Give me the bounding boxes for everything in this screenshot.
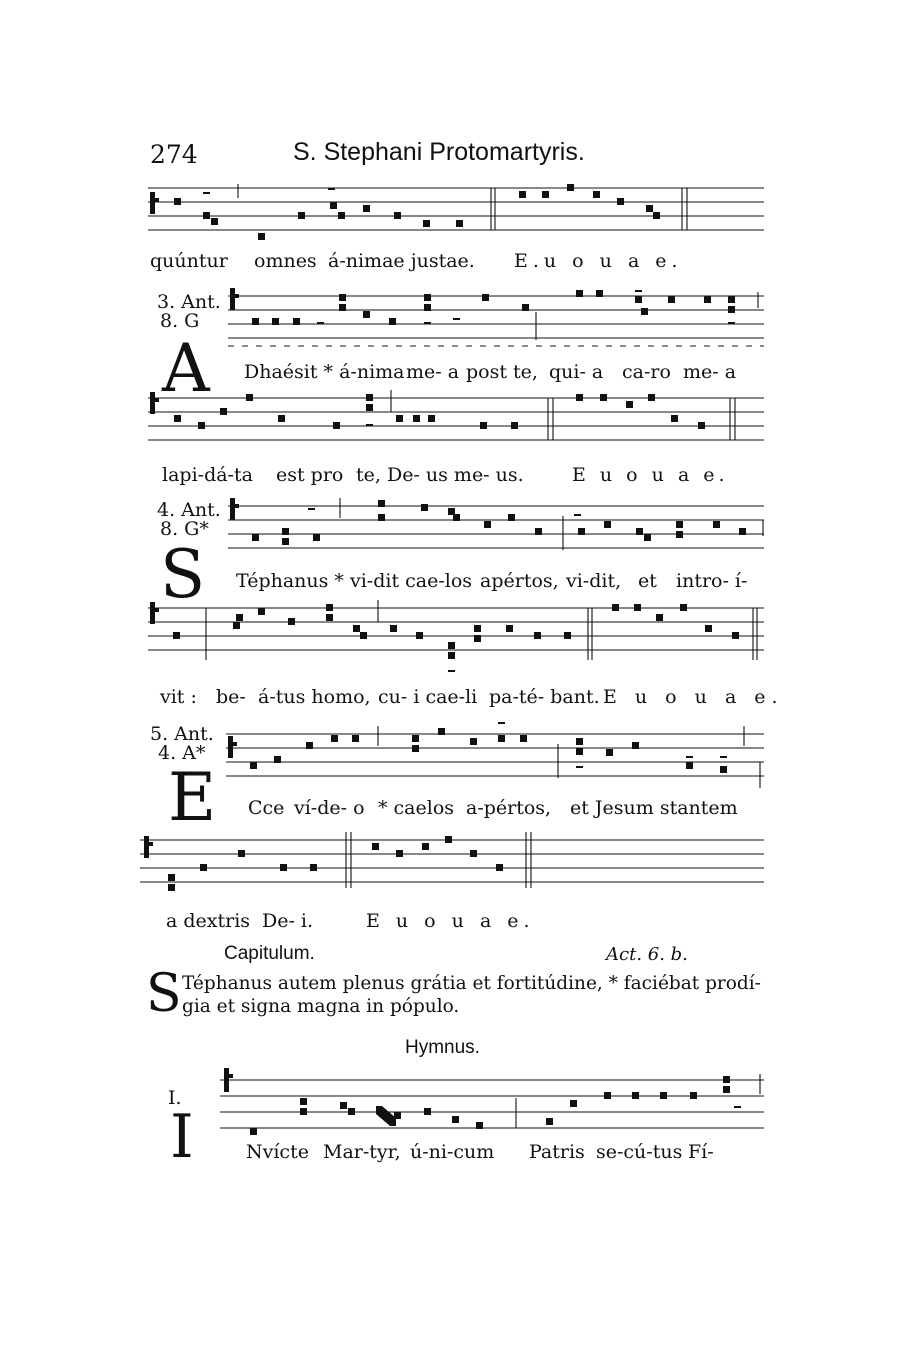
- antiphon-5-number: 5. Ant.: [150, 723, 214, 745]
- capitulum-line-2: gia et signa magna in pópulo.: [182, 996, 460, 1017]
- antiphon-4-initial: S: [160, 536, 206, 613]
- a3-l2-s2: est pro: [276, 464, 344, 486]
- a5-l1-s1: Cce: [248, 797, 285, 819]
- page-title: S. Stephani Protomartyris.: [293, 138, 585, 166]
- staff-8: [220, 1066, 764, 1146]
- antiphon-4-mode: 8. G*: [160, 518, 209, 540]
- a5-l1-s2: ví-de- o: [294, 797, 365, 819]
- hymn-s6: Fí-: [688, 1141, 714, 1163]
- a5-euouae: E u o u a e.: [366, 910, 535, 932]
- staff-3: [148, 388, 764, 452]
- antiphon-5-initial: E: [168, 759, 217, 836]
- antiphon-3-mode: 8. G: [160, 310, 200, 332]
- staff-6: [226, 722, 764, 788]
- hymn-s2: Mar-tyr,: [323, 1141, 401, 1163]
- a3-l1-s1: Dhaésit * á-nima: [244, 361, 405, 383]
- a4-l1-s4: et: [638, 570, 657, 592]
- a3-euouae: E u o u a e.: [572, 464, 729, 486]
- hymnus-heading: Hymnus.: [405, 1037, 480, 1058]
- staff-4: [228, 494, 764, 560]
- hymnus-initial: I: [170, 1102, 194, 1172]
- hymn-s3: ú-ni-cum: [410, 1141, 495, 1163]
- staff-5: [148, 598, 764, 682]
- a3-l1-s2: me- a: [406, 361, 460, 383]
- a4-l2-s1: vit :: [160, 686, 197, 708]
- page-header: [150, 138, 760, 178]
- antiphon-3-number: 3. Ant.: [157, 291, 221, 313]
- antiphon-5-mode: 4. A*: [158, 742, 206, 764]
- fragment-lyric-3: á-nimae justae.: [328, 250, 475, 272]
- capitulum-initial: S: [146, 964, 182, 1024]
- a3-l2-s1: lapi-dá-ta: [162, 464, 253, 486]
- a3-l1-s4: qui- a: [549, 361, 604, 383]
- a4-l1-s1: Téphanus * vi-dit cae-los: [236, 570, 473, 592]
- a4-euouae: E u o u a e.: [603, 686, 784, 708]
- capitulum-line-1: Téphanus autem plenus grátia et fortitúdine, * faciébat prodí-: [182, 973, 761, 994]
- a4-l2-s2: be-: [216, 686, 246, 708]
- a3-l1-s3: post te,: [466, 361, 538, 383]
- hymn-s5: se-cú-tus: [596, 1141, 683, 1163]
- page-number: 274: [150, 140, 198, 169]
- capitulum-heading: Capitulum.: [224, 943, 315, 964]
- staff-7: [140, 830, 764, 900]
- hymnus-number: I.: [168, 1087, 182, 1109]
- antiphon-3-initial: A: [162, 330, 210, 407]
- antiphon-4-number: 4. Ant.: [157, 499, 221, 521]
- a4-l1-s2: apértos,: [480, 570, 559, 592]
- a5-l1-s3: * caelos: [378, 797, 455, 819]
- hymn-s1: Nvícte: [246, 1141, 309, 1163]
- fragment-lyric-1: quúntur: [150, 250, 228, 272]
- a5-l2-s2: De- i.: [262, 910, 314, 932]
- a5-l1-s4: a-pértos,: [466, 797, 552, 819]
- a3-l2-s3: te, De- us me- us.: [356, 464, 524, 486]
- fragment-lyric-2: omnes: [254, 250, 317, 272]
- a5-l2-s1: a dextris: [166, 910, 251, 932]
- a4-l2-s3: á-tus homo,: [258, 686, 371, 708]
- a4-l1-s3: vi-dit,: [566, 570, 622, 592]
- a4-l1-s5: intro- í-: [676, 570, 748, 592]
- hymn-s4: Patris: [529, 1141, 585, 1163]
- a4-l2-s4: cu- i cae-li: [378, 686, 478, 708]
- a5-l1-s5: et Jesum stantem: [570, 797, 738, 819]
- a3-l1-s5: ca-ro: [622, 361, 671, 383]
- capitulum-reference: Act. 6. b.: [606, 944, 688, 965]
- a3-l1-s6: me- a: [683, 361, 737, 383]
- staff-1: [148, 178, 764, 242]
- fragment-euouae: E.u o u a e.: [514, 250, 683, 272]
- staff-2: [228, 284, 764, 354]
- a4-l2-s5: pa-té- bant.: [489, 686, 600, 708]
